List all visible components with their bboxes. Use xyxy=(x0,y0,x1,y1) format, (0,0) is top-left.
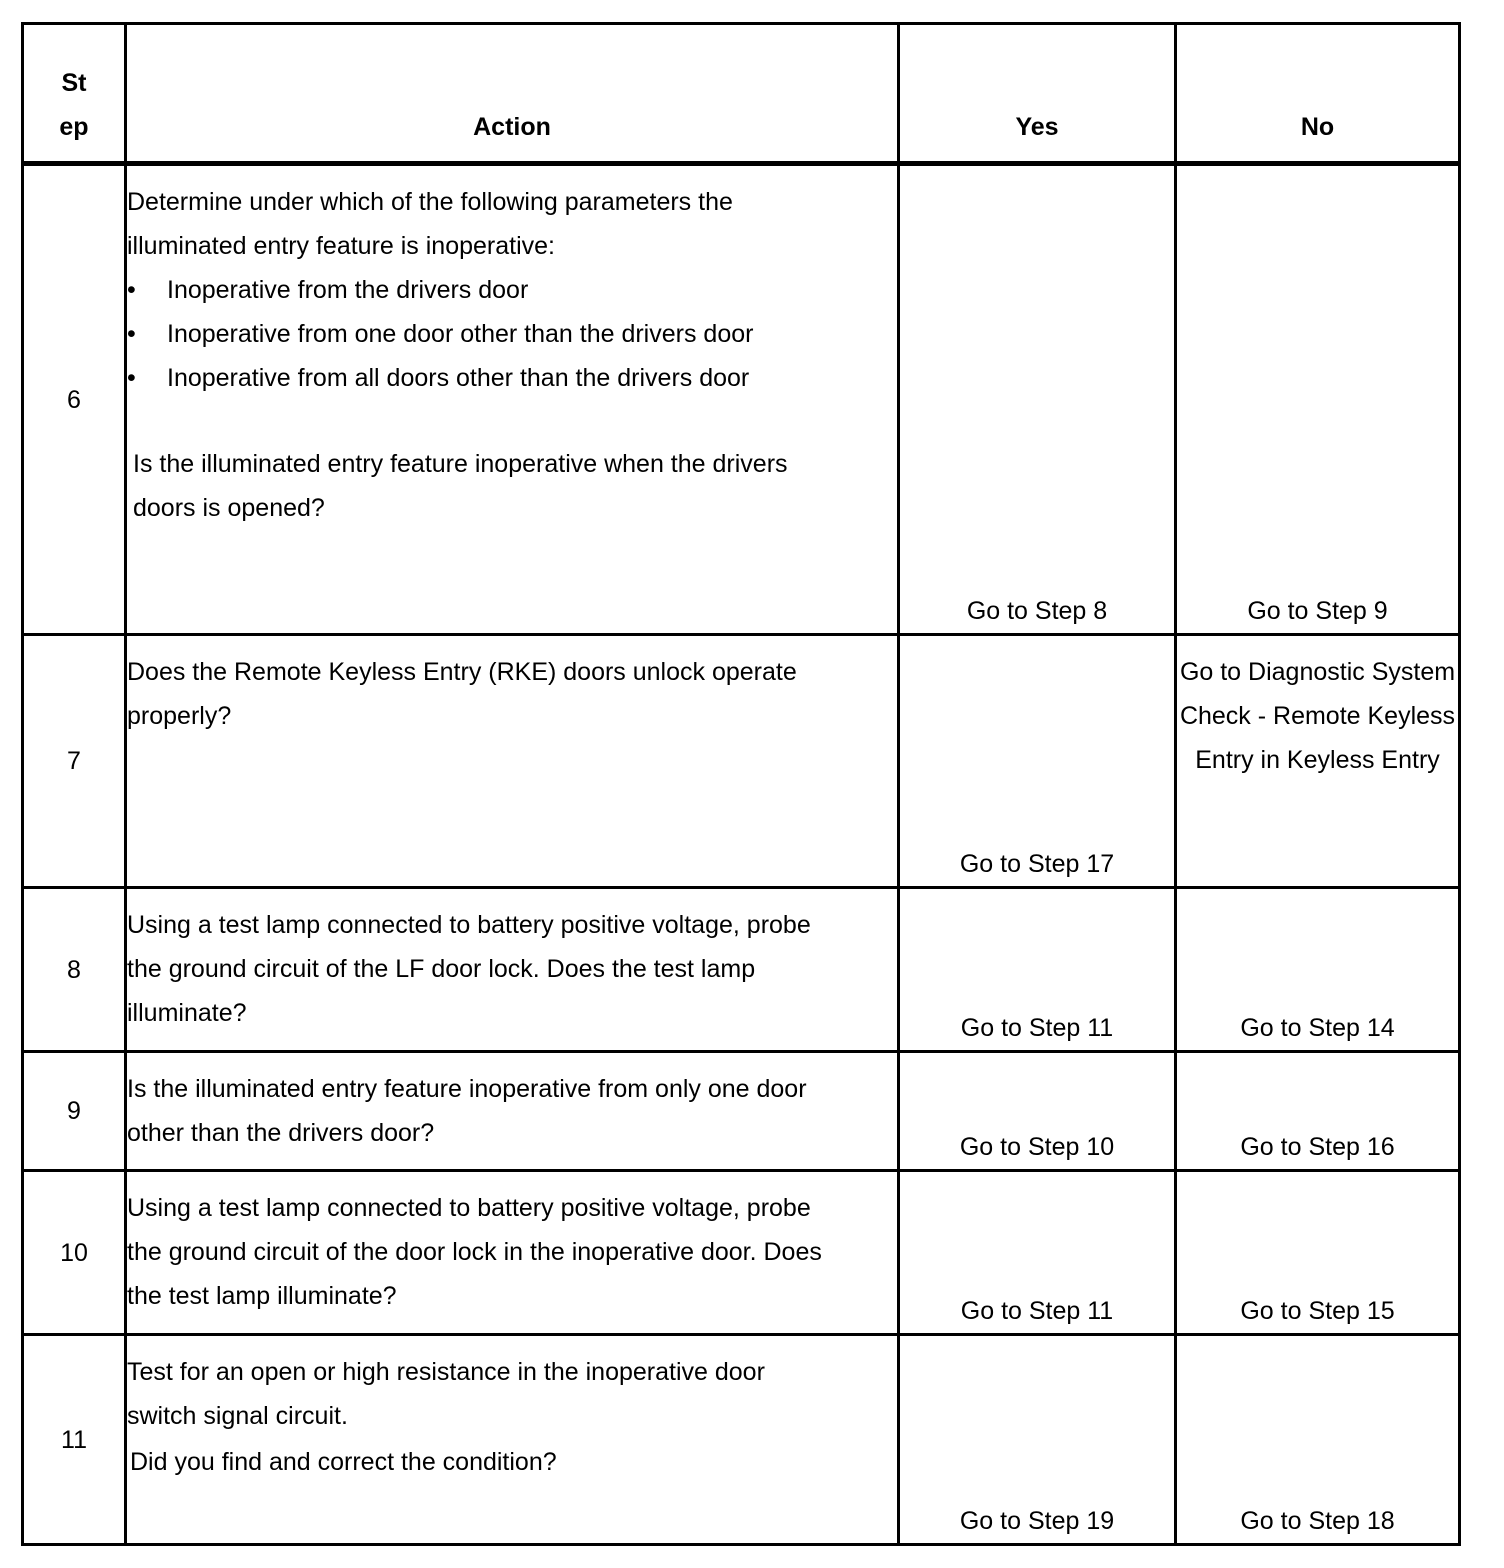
yes-outcome: Go to Step 19 xyxy=(899,1335,1176,1545)
step-column-header xyxy=(23,24,126,164)
no-outcome: Go to Step 16 xyxy=(1176,1052,1460,1171)
action-intro: Determine under which of the following parameters the illuminated entry feature is inoperative: xyxy=(127,188,733,260)
yes-column-header: Yes xyxy=(899,24,1176,164)
no-outcome: Go to Step 15 xyxy=(1176,1171,1460,1335)
header-row xyxy=(23,24,1460,164)
bullet-icon: • xyxy=(127,320,136,348)
bullet-icon: • xyxy=(127,364,136,392)
no-outcome: Go to Step 9 xyxy=(1176,164,1460,635)
yes-outcome: Go to Step 10 xyxy=(899,1052,1176,1171)
bullet-item xyxy=(127,268,817,312)
step-number: 9 xyxy=(23,1052,126,1171)
no-outcome: Go to Step 18 xyxy=(1176,1335,1460,1545)
action-body: Test for an open or high resistance in the inoperative door switch signal circuit. xyxy=(127,1358,765,1430)
bullet-icon: • xyxy=(127,276,136,304)
action-text: Using a test lamp connected to battery positive voltage, probe the ground circuit of the door lock in the inoperative door. Does the test lamp illuminate? xyxy=(126,1171,899,1335)
bullet-text: Inoperative from one door other than the drivers door xyxy=(167,320,754,348)
no-outcome: Go to Diagnostic System Check - Remote Keyless Entry in Keyless Entry xyxy=(1176,635,1460,888)
action-text xyxy=(126,164,899,635)
action-text: Is the illuminated entry feature inoperative from only one door other than the drivers door? xyxy=(126,1052,899,1171)
bullet-item xyxy=(127,356,817,400)
action-text: Using a test lamp connected to battery positive voltage, probe the ground circuit of the LF door lock. Does the test lamp illuminate? xyxy=(126,888,899,1052)
yes-outcome: Go to Step 11 xyxy=(899,888,1176,1052)
table-row-step-8 xyxy=(23,888,1460,1052)
yes-outcome: Go to Step 11 xyxy=(899,1171,1176,1335)
action-column-header: Action xyxy=(126,24,899,164)
yes-outcome: Go to Step 8 xyxy=(899,164,1176,635)
no-outcome: Go to Step 14 xyxy=(1176,888,1460,1052)
table-row-step-11 xyxy=(23,1335,1460,1545)
step-number: 10 xyxy=(23,1171,126,1335)
table-row-step-10 xyxy=(23,1171,1460,1335)
bullet-text: Inoperative from all doors other than the drivers door xyxy=(167,364,750,392)
no-column-header: No xyxy=(1176,24,1460,164)
diagnostic-table xyxy=(21,22,1461,1546)
step-number: 6 xyxy=(23,164,126,635)
action-text: Does the Remote Keyless Entry (RKE) doors unlock operate properly? xyxy=(126,635,899,888)
step-header-line1: St xyxy=(61,69,87,97)
yes-outcome: Go to Step 17 xyxy=(899,635,1176,888)
bullet-item xyxy=(127,312,817,356)
step-number: 8 xyxy=(23,888,126,1052)
step-number: 11 xyxy=(23,1335,126,1545)
table-row-step-6 xyxy=(23,164,1460,635)
action-text xyxy=(126,1335,899,1545)
step-header-line2: ep xyxy=(59,113,89,141)
table-row-step-7 xyxy=(23,635,1460,888)
bullet-text: Inoperative from the drivers door xyxy=(167,276,529,304)
action-question: Did you find and correct the condition? xyxy=(130,1448,557,1476)
table-row-step-9 xyxy=(23,1052,1460,1171)
action-question: Is the illuminated entry feature inoperative when the drivers doors is opened? xyxy=(133,450,788,522)
step-number: 7 xyxy=(23,635,126,888)
